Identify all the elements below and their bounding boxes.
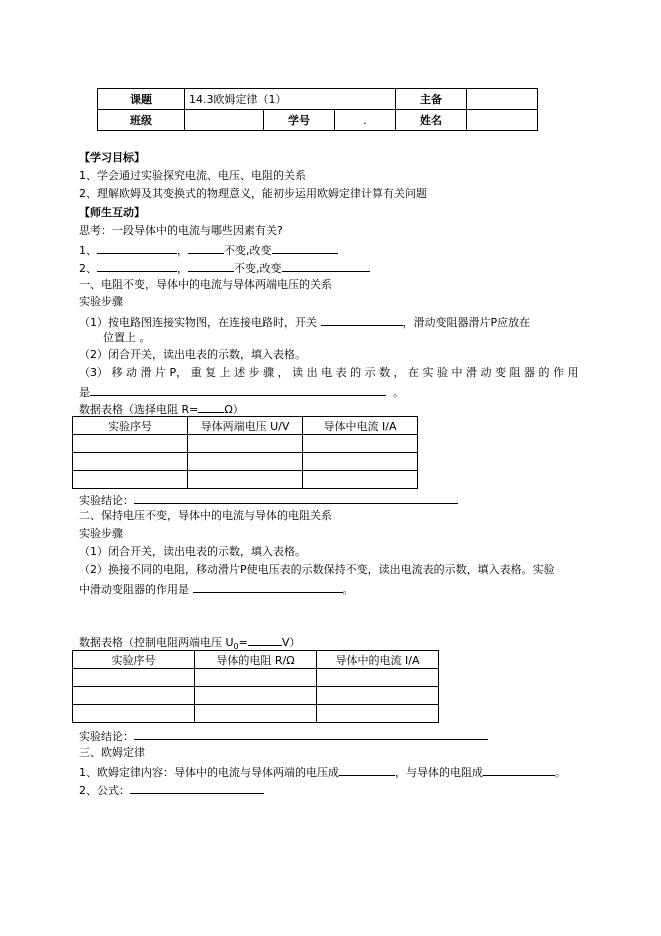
- table2-caption-mid: =: [238, 636, 248, 649]
- part1-steps-label: 实验步骤: [79, 295, 123, 308]
- part2-title: 二、保持电压不变，导体中的电流与导体的电阻关系: [79, 509, 332, 522]
- table1-col1: 实验序号: [73, 417, 188, 435]
- table2: [72, 650, 439, 723]
- formula-label: 2、公式：: [79, 784, 130, 797]
- q1-blank-c[interactable]: [272, 242, 338, 254]
- q2-blank-c[interactable]: [282, 260, 370, 272]
- q1-blank-a[interactable]: [97, 242, 177, 254]
- q2-num: 2、: [79, 262, 97, 275]
- part2-step2-text: 中滑动变阻器的作用是: [79, 583, 189, 596]
- table-cell[interactable]: [303, 453, 418, 471]
- think-question: 思考：一段导体中的电流与哪些因素有关?: [79, 224, 283, 237]
- part1-step3: （3） 移 动 滑 片 P， 重 复 上 述 步 骤 ， 读 出 电 表 的 示 数 ， 在 实 验 中 滑 动 变 阻 器 的 作 用: [79, 366, 579, 379]
- q1-blank-b[interactable]: [188, 242, 224, 254]
- part1-step3-tail: 是: [79, 386, 90, 399]
- table1-header-row: [73, 417, 418, 435]
- q1-num: 1、: [79, 244, 97, 257]
- table-cell[interactable]: [195, 687, 317, 705]
- table-cell[interactable]: [317, 687, 439, 705]
- q1-sep: ，: [177, 244, 188, 257]
- table-cell[interactable]: [73, 669, 195, 687]
- table-cell[interactable]: [303, 471, 418, 489]
- part2-conclusion: [79, 728, 488, 744]
- ohm-law-text-b: ，与导体的电阻成: [395, 766, 483, 779]
- table-row: [73, 435, 418, 453]
- table1-caption-unit: Ω: [224, 403, 233, 416]
- table-cell[interactable]: [73, 435, 188, 453]
- name-label: 姓名: [396, 110, 467, 131]
- part2-steps-label: 实验步骤: [79, 527, 123, 540]
- table-row: [73, 705, 439, 723]
- formula-blank[interactable]: [130, 782, 264, 794]
- resistance-value-blank[interactable]: [198, 401, 224, 413]
- ohm-law-text-c: 。: [555, 766, 566, 779]
- table1-caption-a: 数据表格（选择电阻 R=: [79, 403, 199, 416]
- table-row: [73, 471, 418, 489]
- part1-conclusion: [79, 492, 458, 508]
- part2-step2-cont: [79, 581, 354, 597]
- table-cell[interactable]: [188, 435, 303, 453]
- part2-conclusion-label: 实验结论：: [79, 730, 134, 743]
- table2-col1: 实验序号: [73, 651, 195, 669]
- table2-caption-sub: 0: [233, 642, 239, 652]
- goal-1: 1、学会通过实验探究电流、电压、电阻的关系: [79, 169, 306, 182]
- table-cell[interactable]: [188, 471, 303, 489]
- table2-caption-b: V）: [281, 636, 301, 649]
- part1-step1: [79, 314, 530, 330]
- q2-blank-a[interactable]: [97, 260, 177, 272]
- part3-title: 三、欧姆定律: [79, 746, 145, 759]
- switch-state-blank[interactable]: [321, 314, 403, 326]
- name-value[interactable]: [467, 110, 538, 131]
- rheostat-role-blank-2[interactable]: [193, 581, 343, 593]
- class-value[interactable]: [185, 110, 264, 131]
- author-label: 主备: [396, 89, 467, 110]
- table2-col3: 导体中的电流 I/A: [317, 651, 439, 669]
- part1-conclusion-blank[interactable]: [134, 492, 458, 504]
- voltage-value-blank[interactable]: [248, 634, 282, 646]
- table1-col2: 导体两端电压 U/V: [188, 417, 303, 435]
- table-cell[interactable]: [73, 471, 188, 489]
- table1: [72, 416, 418, 489]
- q2-sep: ，: [177, 262, 188, 275]
- table2-col2: 导体的电阻 R/Ω: [195, 651, 317, 669]
- table-cell[interactable]: [317, 669, 439, 687]
- part1-step1-text-a: （1）按电路图连接实物图，在连接电路时，开关: [79, 316, 317, 329]
- table-cell[interactable]: [195, 669, 317, 687]
- question-1: [79, 242, 338, 258]
- subject-label: 课题: [98, 89, 185, 110]
- table-cell[interactable]: [73, 705, 195, 723]
- part2-step2: （2）换接不同的电阻，移动滑片P使电压表的示数保持不变，读出电流表的示数，填入表格。实验: [79, 563, 555, 576]
- part1-step1-cont: 位置上 。: [103, 331, 151, 344]
- table-cell[interactable]: [188, 453, 303, 471]
- formula-line: [79, 782, 264, 798]
- table2-caption-a: 数据表格（控制电阻两端电压 U: [79, 636, 234, 649]
- proportional-blank[interactable]: [339, 764, 395, 776]
- table-cell[interactable]: [73, 687, 195, 705]
- table-cell[interactable]: [195, 705, 317, 723]
- table2-header-row: [73, 651, 439, 669]
- table1-col3: 导体中电流 I/A: [303, 417, 418, 435]
- question-2: [79, 260, 370, 276]
- inverse-proportional-blank[interactable]: [483, 764, 555, 776]
- part1-step1-text-b: ，滑动变阻器滑片P应放在: [402, 316, 531, 329]
- table-cell[interactable]: [317, 705, 439, 723]
- part1-step3-end: 。: [393, 386, 404, 399]
- q1-mid: 不变,改变: [224, 244, 272, 257]
- class-label: 班级: [98, 110, 185, 131]
- student-id-value[interactable]: .: [335, 110, 396, 131]
- part1-title: 一、电阻不变，导体中的电流与导体两端电压的关系: [79, 278, 332, 291]
- rheostat-role-blank-1[interactable]: [90, 384, 386, 396]
- subject-value: 14.3欧姆定律（1）: [185, 89, 396, 110]
- ohm-law-text-a: 1、欧姆定律内容：导体中的电流与导体两端的电压成: [79, 766, 339, 779]
- interact-heading: 【师生互动】: [79, 206, 145, 219]
- student-id-label: 学号: [264, 110, 335, 131]
- part1-step3-cont: [79, 384, 404, 400]
- ohm-law-content: [79, 764, 566, 780]
- header-table: [97, 88, 538, 131]
- table-cell[interactable]: [73, 453, 188, 471]
- part2-step2-end: 。: [342, 583, 354, 596]
- q2-mid: 不变,改变: [234, 262, 282, 275]
- q2-blank-b[interactable]: [188, 260, 234, 272]
- table-cell[interactable]: [303, 435, 418, 453]
- part1-conclusion-label: 实验结论：: [79, 494, 134, 507]
- table1-caption: [79, 401, 244, 417]
- author-value[interactable]: [467, 89, 538, 110]
- table-row: [73, 687, 439, 705]
- goal-2: 2、理解欧姆及其变换式的物理意义，能初步运用欧姆定律计算有关问题: [79, 187, 427, 200]
- table-row: [73, 453, 418, 471]
- part2-conclusion-blank[interactable]: [134, 728, 488, 740]
- part1-step2: （2）闭合开关，读出电表的示数，填入表格。: [79, 348, 306, 361]
- part2-step1: （1）闭合开关，读出电表的示数，填入表格。: [79, 545, 306, 558]
- table-row: [73, 669, 439, 687]
- goals-heading: 【学习目标】: [79, 151, 145, 164]
- table1-caption-b: ）: [232, 403, 244, 416]
